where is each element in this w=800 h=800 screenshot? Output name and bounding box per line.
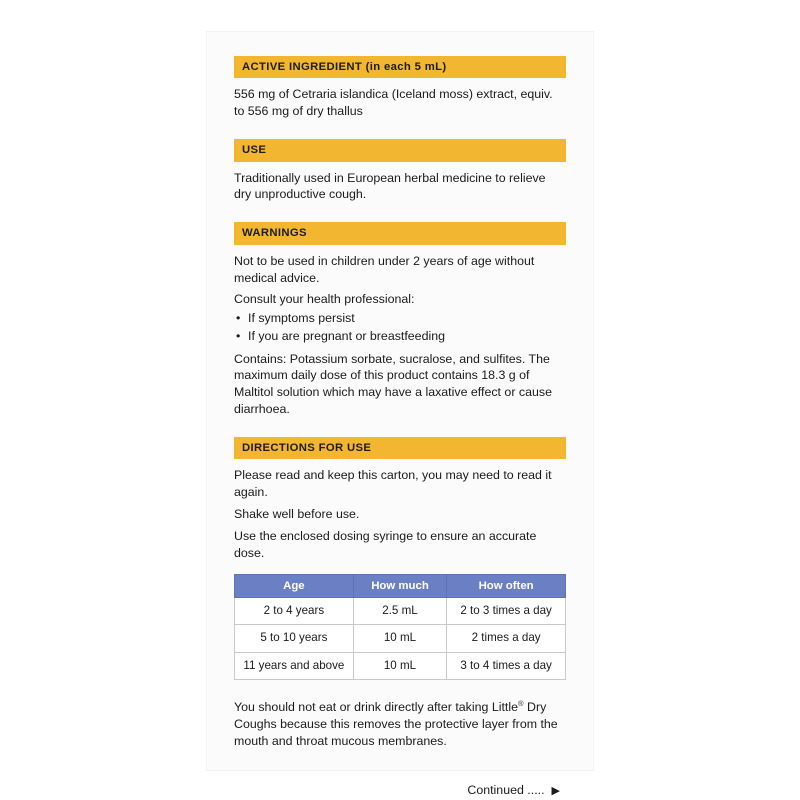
directions-text-1: Please read and keep this carton, you may need to read it again. (234, 468, 552, 500)
section-heading-active-ingredient: ACTIVE INGREDIENT (in each 5 mL) (234, 56, 566, 78)
spacer (234, 203, 566, 222)
cell-how-often: 3 to 4 times a day (447, 652, 566, 679)
table-header-row (235, 574, 566, 597)
column-header-age: Age (235, 574, 354, 597)
warnings-text-2: Consult your health professional: (234, 292, 415, 307)
list-item: • If symptoms persist (234, 310, 566, 328)
cell-how-often: 2 to 3 times a day (447, 597, 566, 624)
cell-how-often: 2 times a day (447, 625, 566, 652)
directions-text-2: Shake well before use. (234, 507, 360, 522)
table-row (235, 625, 566, 652)
cell-how-much: 10 mL (353, 652, 446, 679)
section-heading-use: USE (234, 139, 566, 161)
post-table-note (234, 699, 566, 750)
use-text: Traditionally used in European herbal medicine to relieve dry unproductive cough. (234, 170, 546, 202)
warnings-text-1: Not to be used in children under 2 years of age without medical advice. (234, 253, 535, 285)
continued-label: Continued ..... (467, 782, 545, 797)
registered-trademark-symbol: ® (518, 698, 524, 708)
continued-indicator (234, 783, 566, 797)
directions-text-3: Use the enclosed dosing syringe to ensure an accurate dose. (234, 528, 537, 560)
section-heading-directions: DIRECTIONS FOR USE (234, 437, 566, 459)
cell-age: 11 years and above (235, 652, 354, 679)
table-row (235, 652, 566, 679)
dosing-table (234, 574, 566, 680)
cell-age: 5 to 10 years (235, 625, 354, 652)
active-ingredient-text: 556 mg of Cetraria islandica (Iceland moss) extract, equiv. to 556 mg of dry thallus (234, 87, 553, 119)
cell-how-much: 2.5 mL (353, 597, 446, 624)
spacer (234, 120, 566, 139)
list-item: • If you are pregnant or breastfeeding (234, 328, 566, 346)
cell-age: 2 to 4 years (235, 597, 354, 624)
column-header-how-often: How often (447, 574, 566, 597)
cell-how-much: 10 mL (353, 625, 446, 652)
table-row (235, 597, 566, 624)
triangle-right-icon: ▶ (551, 784, 560, 797)
carton-panel (207, 32, 593, 797)
post-table-note-part1: You should not eat or drink directly after taking Little (234, 700, 519, 715)
warnings-bullet-list (234, 310, 566, 345)
post-table-note-part2: Dry Coughs because this removes the protective layer from the mouth and throat mucous membranes. (234, 700, 558, 748)
spacer (234, 418, 566, 437)
column-header-how-much: How much (353, 574, 446, 597)
section-heading-warnings: WARNINGS (234, 222, 566, 244)
carton-content (234, 56, 566, 797)
warnings-contains-text: Contains: Potassium sorbate, sucralose, and sulfites. The maximum daily dose of this product contains 18.3 g of Maltitol solution which may have a laxative effect or cause diarrhoea. (234, 351, 552, 417)
